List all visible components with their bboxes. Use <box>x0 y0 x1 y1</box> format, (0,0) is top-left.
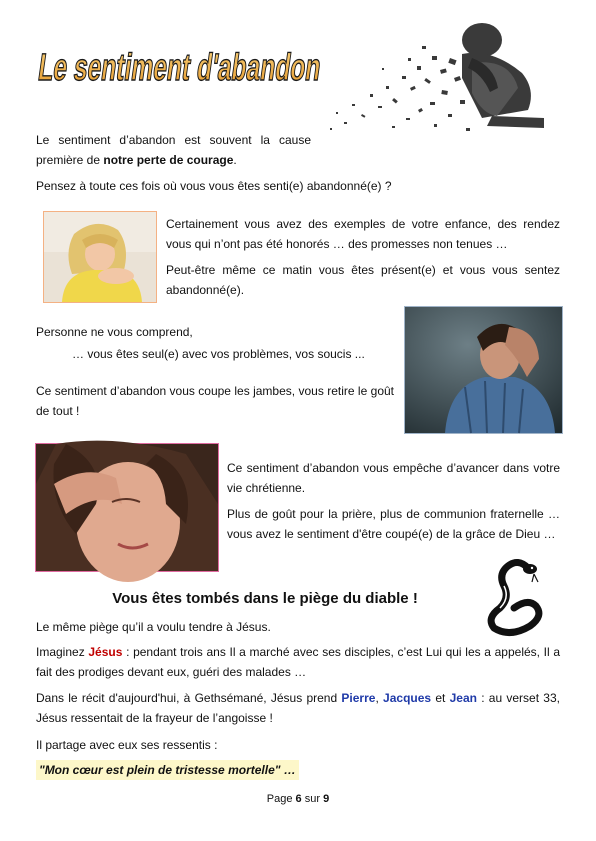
childhood-paragraph: Certainement vous avez des exemples de votre enfance, des rendez vous qui n’ont pas été honorés … des promesses non tenues … <box>166 217 560 251</box>
sad-child-photo <box>43 211 157 303</box>
crying-woman-photo <box>35 443 219 572</box>
name-separator: , <box>375 691 384 705</box>
intro-paragraph <box>36 130 311 170</box>
page-footer <box>0 793 596 805</box>
quote-tail: … <box>280 763 296 777</box>
page-title-text: Le sentiment d'abandon <box>35 46 478 89</box>
quote-text: "Mon cœur est plein de tristesse mortelle" <box>39 763 281 777</box>
shares-feelings-line: Il partage avec eux ses ressentis : <box>36 738 218 752</box>
name-conjunction: et <box>431 691 450 705</box>
name-jesus: Jésus <box>88 645 123 659</box>
footer-page-number: 6 <box>295 793 302 805</box>
imagine-text-rest: : pendant trois ans Il a marché avec ses disciples, c’est Lui qui les a appelés, Il a fait des prodiges devant eux, guéri des malades … <box>36 645 561 679</box>
intro-question: Pensez à toute ces fois où vous vous êtes senti(e) abandonné(e) ? <box>36 179 392 193</box>
gethsemane-paragraph <box>36 688 560 728</box>
gethsemane-text-rest: : au verset 33, Jésus ressentait de la frayeur de l’angoisse ! <box>36 691 560 725</box>
intro-text: Le sentiment d’abandon est souvent la cause première de <box>36 133 311 167</box>
imagine-jesus-paragraph <box>36 642 560 682</box>
nobody-understands-line: Personne ne vous comprend, <box>36 325 193 339</box>
quote-highlight <box>36 760 299 780</box>
intro-text-end: . <box>233 153 237 167</box>
page-title <box>34 30 478 92</box>
christian-life-block <box>227 458 560 544</box>
imagine-text: Imaginez <box>36 645 89 659</box>
footer-label: Page <box>266 793 296 805</box>
name-pierre: Pierre <box>341 691 376 705</box>
cuts-legs-paragraph: Ce sentiment d’abandon vous coupe les jambes, vous retire le goût de tout ! <box>36 384 394 418</box>
name-jean: Jean <box>449 691 477 705</box>
serpent-icon <box>470 556 552 636</box>
quote-line <box>36 760 436 780</box>
gethsemane-text: Dans le récit d'aujourd'hui, à Gethsémané, Jésus prend <box>36 691 342 705</box>
childhood-block <box>166 214 560 300</box>
hinders-paragraph: Ce sentiment d’abandon vous empêche d’avancer dans votre vie chrétienne. <box>227 461 560 495</box>
alone-line: … vous êtes seul(e) avec vos problèmes, vos soucis ... <box>72 347 365 361</box>
shattered-person-icon <box>322 18 552 143</box>
present-paragraph: Peut-être même ce matin vous êtes présent(e) et vous vous sentez abandonné(e). <box>166 263 560 297</box>
intro-emphasis: notre perte de courage <box>103 153 234 167</box>
footer-page-total: 9 <box>323 793 330 805</box>
section-heading: Vous êtes tombés dans le piège du diable ! <box>112 590 418 607</box>
prayer-paragraph: Plus de goût pour la prière, plus de communion fraternelle … vous avez le sentiment d'être coupé(e) de la grâce de Dieu … <box>227 507 560 541</box>
same-trap-line: Le même piège qu’il a voulu tendre à Jésus. <box>36 620 271 634</box>
page-title-art <box>34 30 478 92</box>
distressed-man-photo <box>404 306 563 434</box>
footer-separator: sur <box>301 793 324 805</box>
name-jacques: Jacques <box>383 691 432 705</box>
